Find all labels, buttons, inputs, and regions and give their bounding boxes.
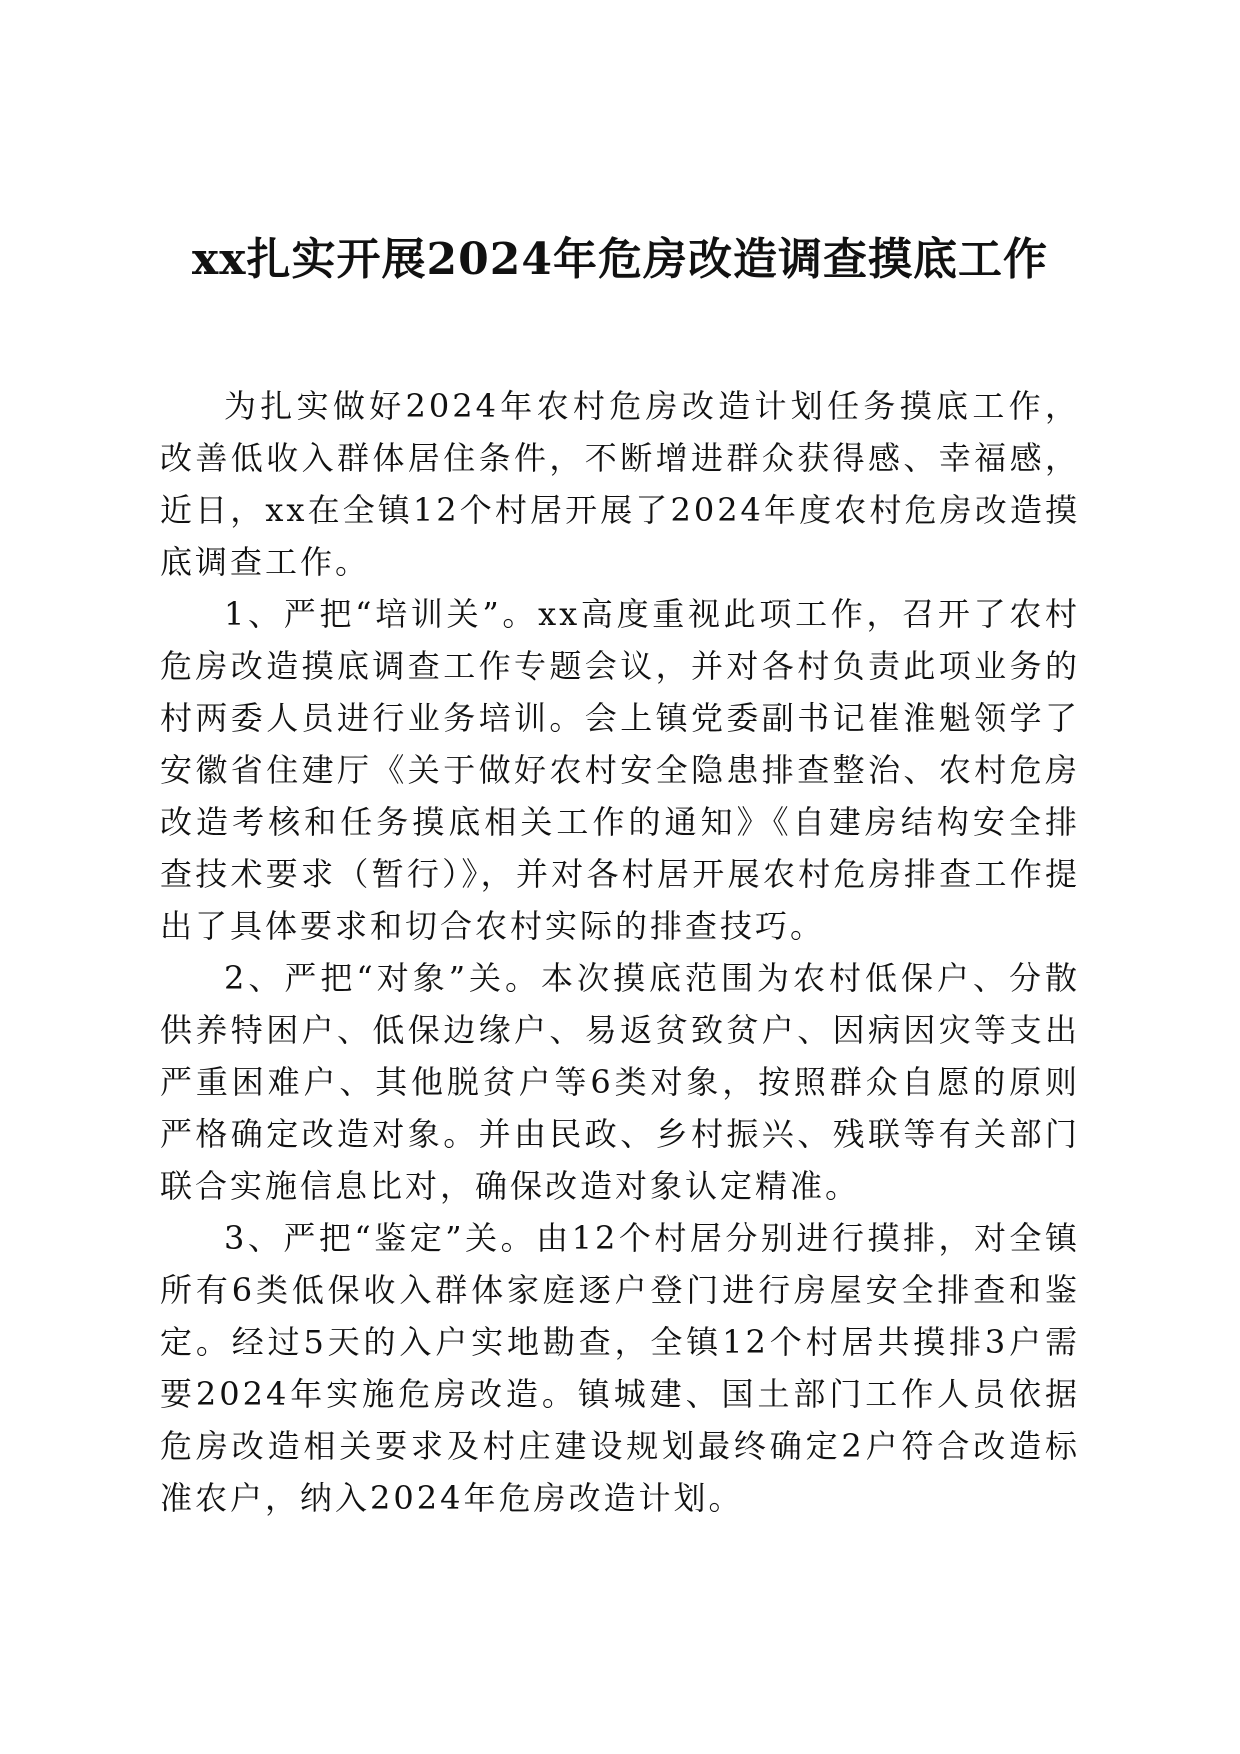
document-body [160, 380, 1080, 1524]
paragraph-training: 1、严把“培训关”。xx高度重视此项工作，召开了农村危房改造摸底调查工作专题会议，并对各村负责此项业务的村两委人员进行业务培训。会上镇党委副书记崔淮魁领学了安徽省住建厅《关于做好农村安全隐患排查整治、农村危房改造考核和任务摸底相关工作的通知》《自建房结构安全排查技术要求（暂行）》，并对各村居开展农村危房排查工作提出了具体要求和切合农村实际的排查技巧。 [160, 595, 1080, 945]
paragraph-targets: 2、严把“对象”关。本次摸底范围为农村低保户、分散供养特困户、低保边缘户、易返贫致贫户、因病因灾等支出严重困难户、其他脱贫户等6类对象，按照群众自愿的原则严格确定改造对象。并由民政、乡村振兴、残联等有关部门联合实施信息比对，确保改造对象认定精准。 [160, 959, 1080, 1205]
paragraph-intro: 为扎实做好2024年农村危房改造计划任务摸底工作，改善低收入群体居住条件，不断增进群众获得感、幸福感，近日，xx在全镇12个村居开展了2024年度农村危房改造摸底调查工作。 [160, 387, 1080, 581]
paragraph-appraisal: 3、严把“鉴定”关。由12个村居分别进行摸排，对全镇所有6类低保收入群体家庭逐户登门进行房屋安全排查和鉴定。经过5天的入户实地勘查，全镇12个村居共摸排3户需要2024年实施危房改造。镇城建、国土部门工作人员依据危房改造相关要求及村庄建设规划最终确定2户符合改造标准农户，纳入2024年危房改造计划。 [160, 1219, 1080, 1517]
document-title: xx扎实开展2024年危房改造调查摸底工作 [192, 234, 1048, 285]
